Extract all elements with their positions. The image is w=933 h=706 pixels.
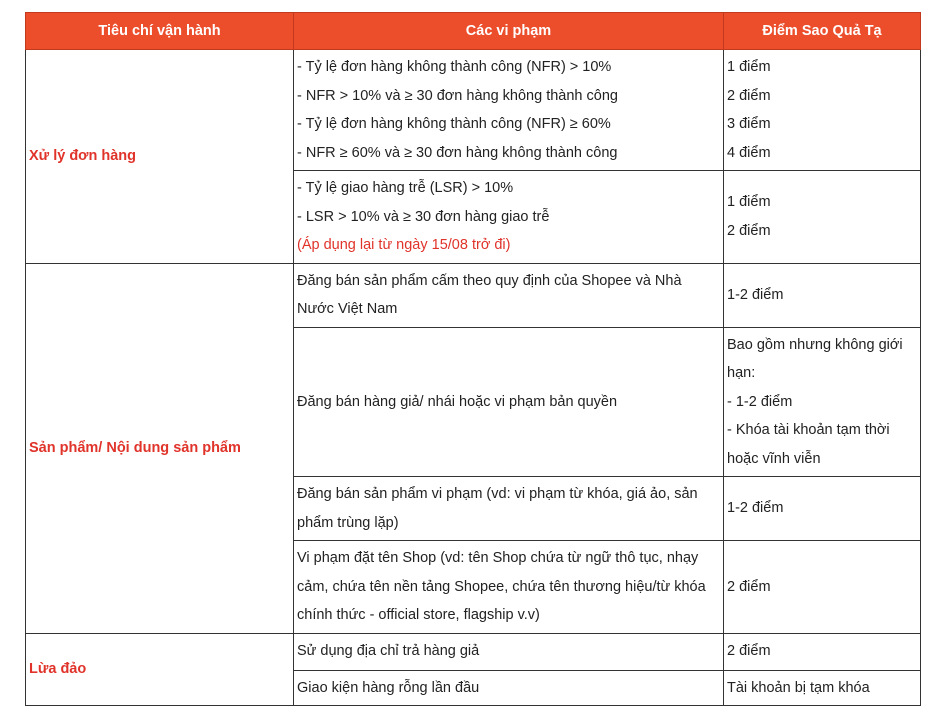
violation-text: Sử dụng địa chỉ trả hàng giả [297, 643, 480, 660]
table-row [26, 50, 921, 171]
violations-cell [294, 50, 724, 171]
points-cell [724, 327, 921, 477]
points-text: 1-2 điểm [727, 286, 784, 303]
table-header-row [26, 13, 921, 50]
violation-text: - Tỷ lệ giao hàng trễ (LSR) > 10% [297, 180, 514, 196]
points-text: 4 điểm [727, 144, 771, 161]
header-violations: Các vi phạm [294, 13, 724, 50]
violations-cell [294, 477, 724, 541]
effective-date-note: (Áp dụng lại từ ngày 15/08 trở đi) [297, 237, 511, 253]
violations-cell [294, 327, 724, 477]
violation-text: - NFR > 10% và ≥ 30 đơn hàng không thành công [297, 87, 618, 104]
points-text: 2 điểm [727, 87, 771, 104]
points-text: 2 điểm [727, 222, 771, 239]
points-cell [724, 50, 921, 171]
violation-text: Vi phạm đặt tên Shop (vd: tên Shop chứa từ ngữ thô tục, nhạy cảm, chứa tên nền tảng Shopee, chứa tên thương hiệu/từ khóa chính thức - official store, flagship v.v) [297, 550, 706, 623]
points-cell [724, 670, 921, 706]
violation-text: Đăng bán sản phẩm cấm theo quy định của Shopee và Nhà Nước Việt Nam [297, 272, 682, 317]
violation-text: - NFR ≥ 60% và ≥ 30 đơn hàng không thành công [297, 144, 618, 161]
violations-cell [294, 171, 724, 264]
points-cell [724, 263, 921, 327]
points-text: 1 điểm [727, 59, 771, 75]
points-text: - Khóa tài khoản tạm thời hoặc vĩnh viễn [727, 422, 890, 467]
table-row [26, 263, 921, 327]
points-text: 3 điểm [727, 116, 771, 132]
criteria-cell: Xử lý đơn hàng [26, 50, 294, 264]
criteria-cell: Sản phẩm/ Nội dung sản phẩm [26, 263, 294, 633]
points-cell [724, 541, 921, 634]
violation-text: Đăng bán hàng giả/ nhái hoặc vi phạm bản quyền [297, 393, 618, 410]
violation-text: Giao kiện hàng rỗng lần đầu [297, 679, 480, 696]
header-points: Điểm Sao Quả Tạ [724, 13, 921, 50]
points-text: - 1-2 điểm [727, 393, 793, 410]
criteria-cell: Lừa đảo [26, 633, 294, 706]
violations-cell [294, 670, 724, 706]
points-text: Tài khoản bị tạm khóa [727, 679, 870, 696]
points-text: 1-2 điểm [727, 500, 784, 517]
violation-text: - LSR > 10% và ≥ 30 đơn hàng giao trễ [297, 208, 550, 225]
points-text: 2 điểm [727, 643, 771, 660]
violation-text: - Tỷ lệ đơn hàng không thành công (NFR) > 10% [297, 59, 612, 75]
violations-cell [294, 633, 724, 670]
points-cell [724, 633, 921, 670]
points-cell [724, 477, 921, 541]
points-text: 1 điểm [727, 194, 771, 211]
points-text: Bao gồm nhưng không giới hạn: [727, 336, 903, 381]
penalty-points-table [25, 12, 921, 706]
points-text: 2 điểm [727, 578, 771, 595]
violations-cell [294, 263, 724, 327]
header-criteria: Tiêu chí vận hành [26, 13, 294, 50]
violation-text: Đăng bán sản phẩm vi phạm (vd: vi phạm từ khóa, giá ảo, sản phẩm trùng lặp) [297, 486, 698, 531]
violations-cell [294, 541, 724, 634]
violation-text: - Tỷ lệ đơn hàng không thành công (NFR) ≥ 60% [297, 116, 611, 132]
points-cell [724, 171, 921, 264]
table-row [26, 633, 921, 670]
